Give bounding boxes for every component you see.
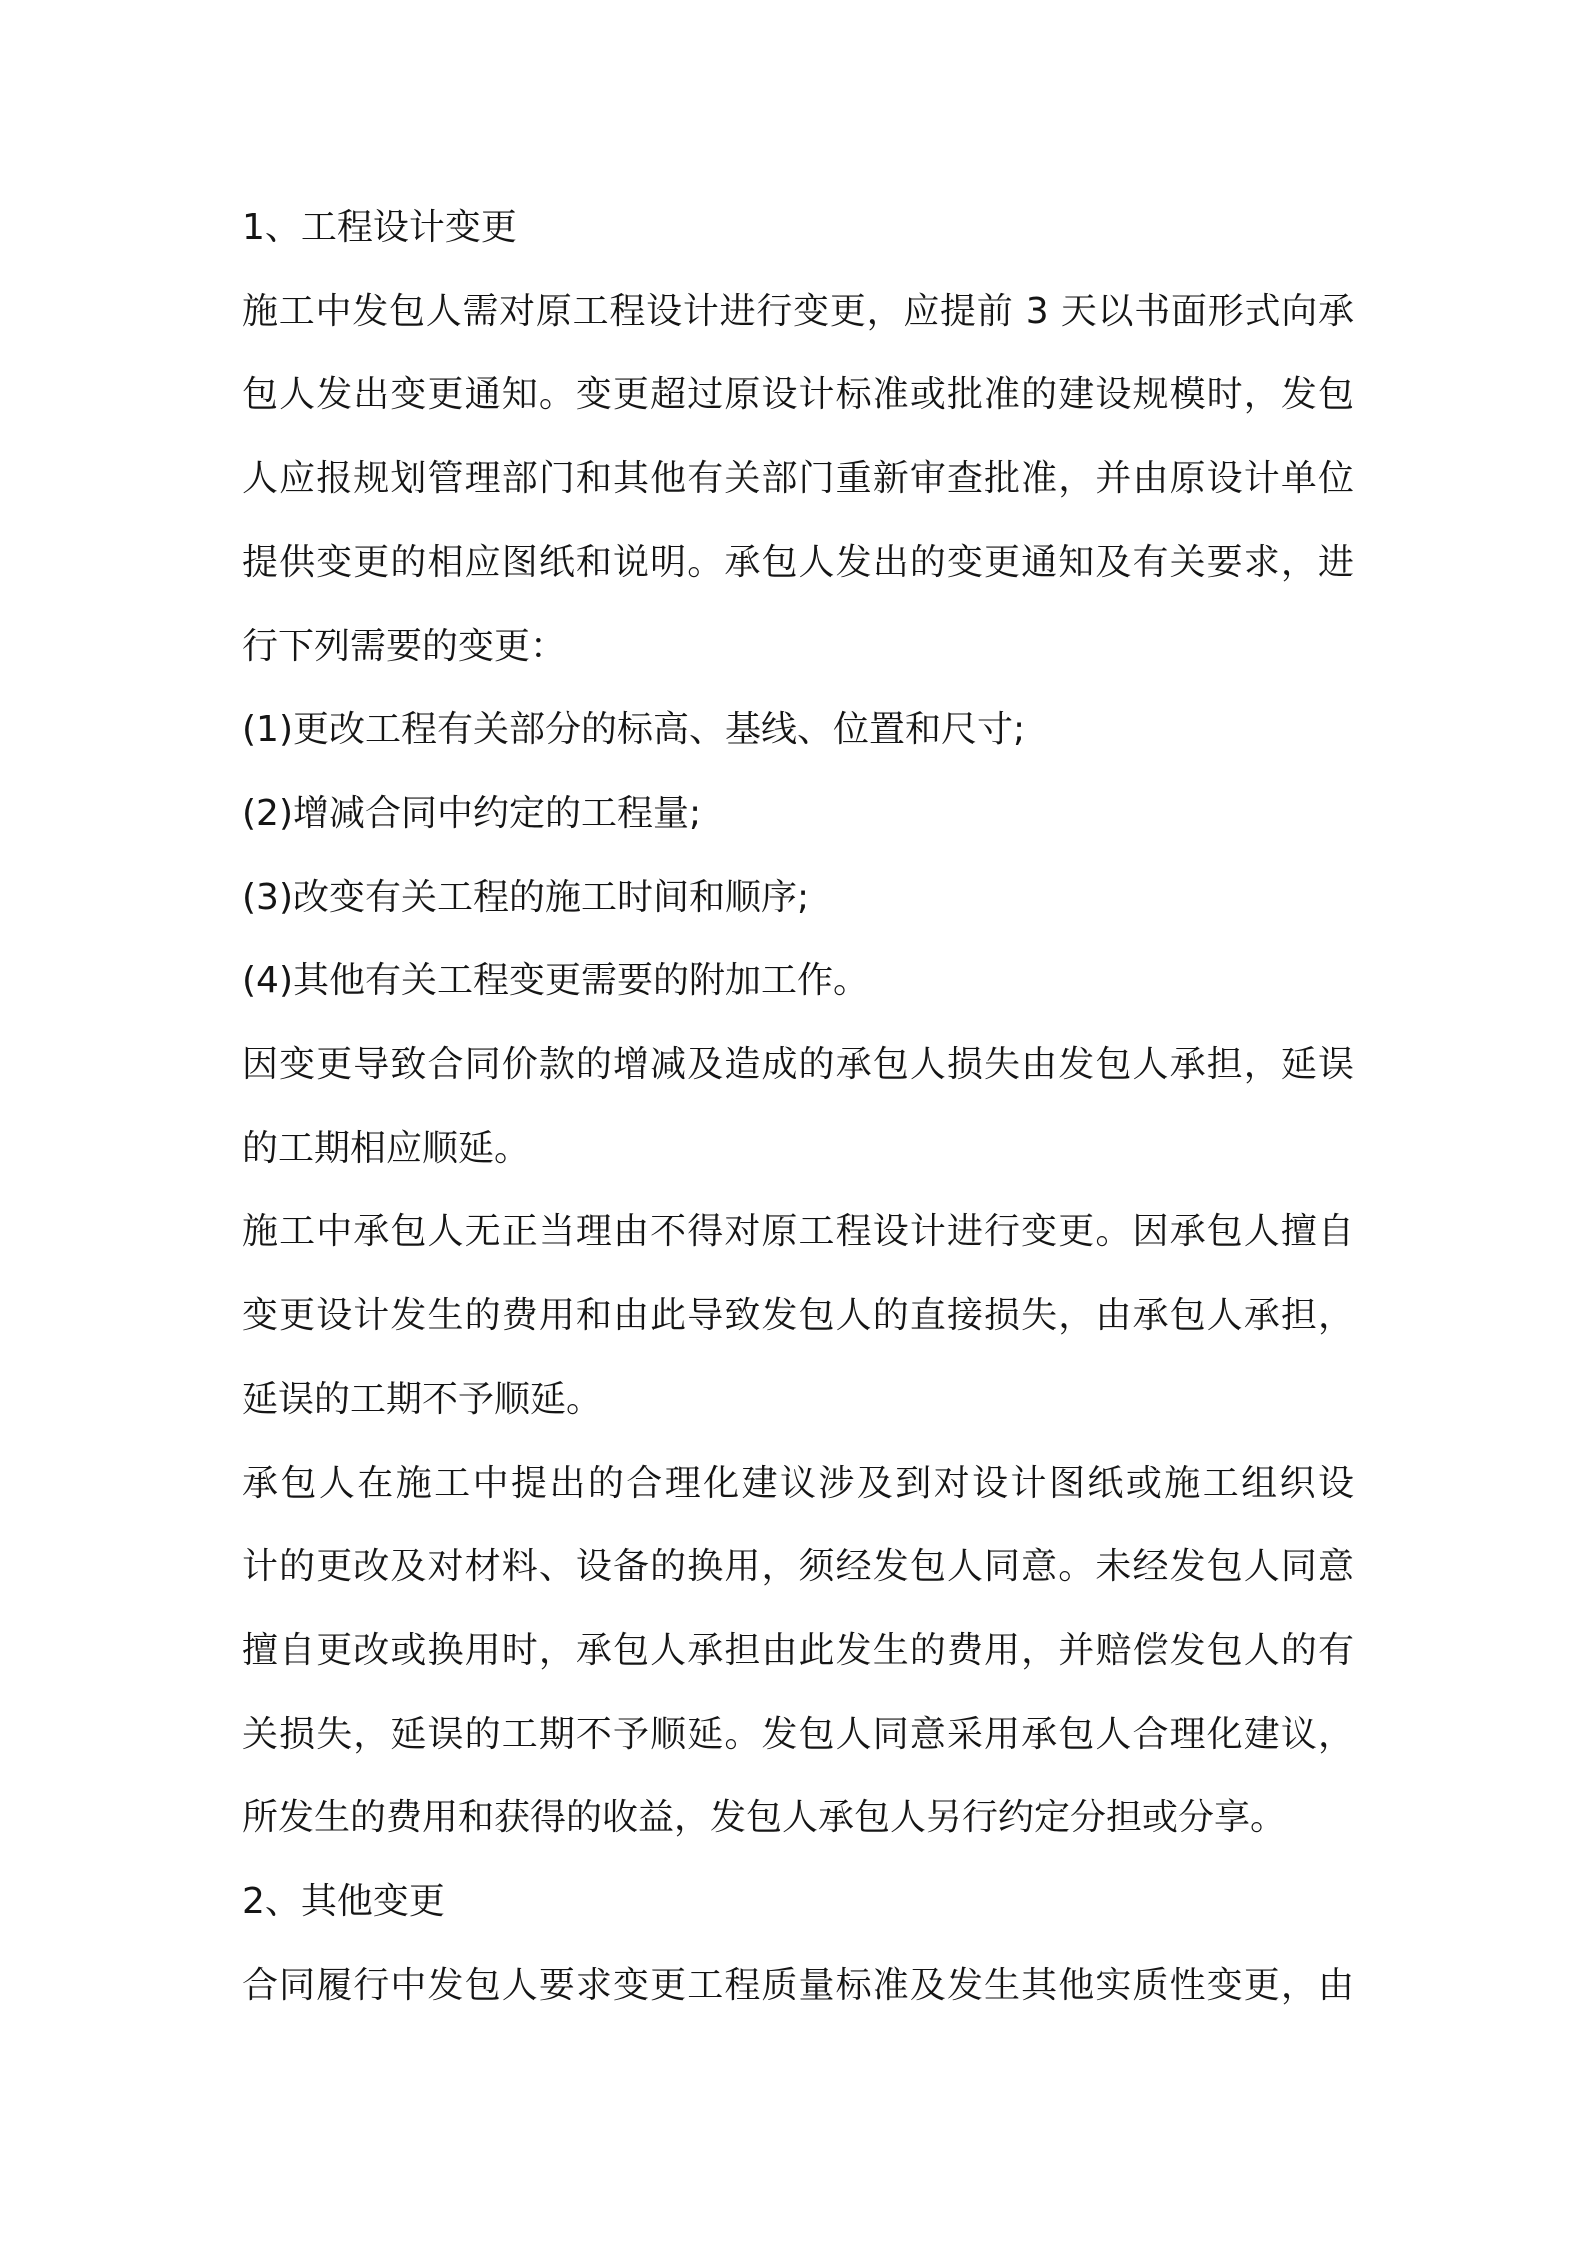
text-line: 计的更改及对材料、设备的换用，须经发包人同意。未经发包人同意	[242, 1546, 1354, 1588]
text-line: 施工中发包人需对原工程设计进行变更，应提前 3 天以书面形式向承	[242, 290, 1354, 332]
text-line: 的工期相应顺延。	[242, 1127, 531, 1169]
text-line: 因变更导致合同价款的增减及造成的承包人损失由发包人承担，延误	[242, 1044, 1354, 1086]
paragraph	[242, 1023, 1354, 1190]
text-line: 承包人在施工中提出的合理化建议涉及到对设计图纸或施工组织设	[242, 1462, 1354, 1504]
text-line: 提供变更的相应图纸和说明。承包人发出的变更通知及有关要求，进	[242, 541, 1354, 583]
list-item	[242, 688, 1354, 772]
text-line: 变更设计发生的费用和由此导致发包人的直接损失，由承包人承担，	[242, 1295, 1354, 1337]
text-line: 所发生的费用和获得的收益，发包人承包人另行约定分担或分享。	[242, 1797, 1287, 1839]
text-line: (3)改变有关工程的施工时间和顺序;	[242, 876, 810, 918]
text-line: 合同履行中发包人要求变更工程质量标准及发生其他实质性变更，由	[242, 1964, 1354, 2006]
text-line: 关损失，延误的工期不予顺延。发包人同意采用承包人合理化建议，	[242, 1713, 1354, 1755]
paragraph	[242, 1190, 1354, 1441]
text-line: (1)更改工程有关部分的标高、基线、位置和尺寸;	[242, 709, 1026, 751]
list-item	[242, 939, 1354, 1023]
list-item	[242, 856, 1354, 940]
text-line: 擅自更改或换用时，承包人承担由此发生的费用，并赔偿发包人的有	[242, 1629, 1354, 1671]
text-line: 包人发出变更通知。变更超过原设计标准或批准的建设规模时，发包	[242, 374, 1354, 416]
section-heading: 1、工程设计变更	[242, 207, 517, 248]
text-line: 人应报规划管理部门和其他有关部门重新审查批准，并由原设计单位	[242, 458, 1354, 500]
text-line: 延误的工期不予顺延。	[242, 1378, 603, 1420]
text-line: 行下列需要的变更：	[242, 625, 567, 667]
paragraph	[242, 1442, 1354, 1861]
text-line: (2)增减合同中约定的工程量;	[242, 792, 702, 834]
paragraph	[242, 270, 1354, 689]
document-body	[242, 186, 1354, 2027]
text-line: (4)其他有关工程变更需要的附加工作。	[242, 960, 869, 1002]
section-heading: 2、其他变更	[242, 1881, 445, 1923]
paragraph	[242, 1944, 1354, 2028]
text-line: 施工中承包人无正当理由不得对原工程设计进行变更。因承包人擅自	[242, 1211, 1354, 1253]
list-item	[242, 772, 1354, 856]
